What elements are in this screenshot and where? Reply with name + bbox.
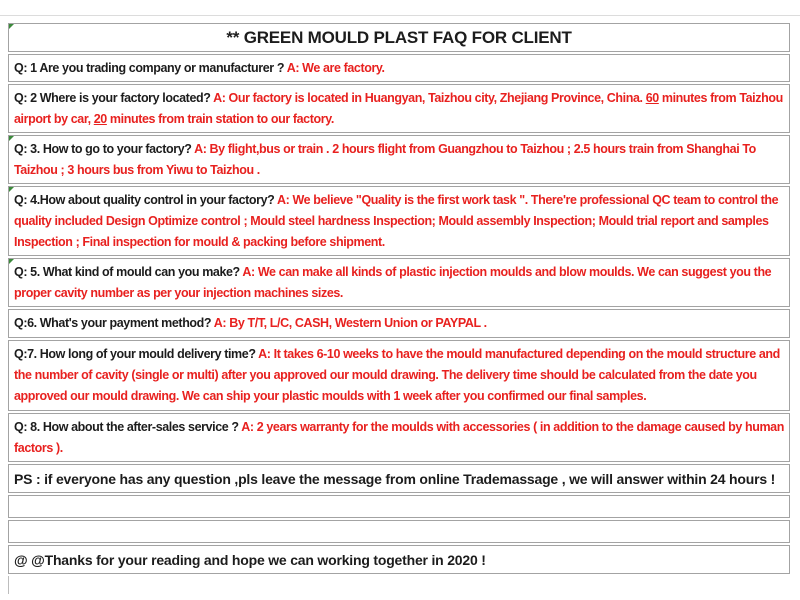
question-text: Q:6. What's your payment method? [14, 316, 214, 330]
row-ps [8, 464, 790, 493]
answer-text: minutes from Taizhou airport by car, [14, 91, 783, 126]
partial-cell-border [8, 576, 9, 594]
question-text: @ @Thanks for your reading and hope we can working together in 2020 ! [14, 552, 486, 568]
row-q1 [8, 54, 790, 82]
row-q7 [8, 340, 790, 411]
answer-text: A: We believe "Quality is the first work task ". There're professional QC team to control the quality included Design Optimize control ; Mould steel hardness Inspection; Mould assembly Inspection; Mould trial report and samples Inspection ; Final inspection for mould & packing before shipment. [14, 193, 779, 249]
answer-text: 60 [645, 91, 659, 105]
answer-text: A: We can make all kinds of plastic injection moulds and blow moulds. We can suggest you the proper cavity number as per your injection machines sizes. [14, 265, 772, 300]
answer-text: A: Our factory is located in Huangyan, Taizhou city, Zhejiang Province, China. [213, 91, 646, 105]
row-empty-1 [8, 495, 790, 518]
answer-text: A: 2 years warranty for the moulds with accessories ( in addition to the damage caused by human factors ). [14, 420, 784, 455]
cell-corner-marker-icon [9, 187, 14, 192]
row-thanks [8, 545, 790, 574]
question-text: Q:7. How long of your mould delivery time? [14, 347, 259, 361]
sheet-title-cell [8, 23, 790, 52]
question-text: Q: 2 Where is your factory located? [14, 91, 214, 105]
answer-text: A: By T/T, L/C, CASH, Western Union or PAYPAL . [213, 316, 487, 330]
answer-text: A: By flight,bus or train . 2 hours flight from Guangzhou to Taizhou ; 2.5 hours train from Shanghai To Taizhou ; 3 hours bus from Yiwu to Taizhou . [14, 142, 756, 177]
row-empty-2 [8, 520, 790, 543]
question-text: PS : if everyone has any question ,pls leave the message from online Trademassage , we will answer within 24 hours ! [14, 471, 776, 487]
row-q5 [8, 258, 790, 307]
top-hairline [0, 15, 800, 16]
question-text: Q: 1 Are you trading company or manufacturer ? [14, 61, 287, 75]
question-text: Q: 4.How about quality control in your factory? [14, 193, 277, 207]
question-text: Q: 5. What kind of mould can you make? [14, 265, 243, 279]
row-q6 [8, 309, 790, 338]
row-q4 [8, 186, 790, 256]
row-q2 [8, 84, 790, 133]
faq-rows [8, 54, 790, 574]
answer-text: minutes from train station to our factory. [106, 112, 334, 126]
question-text: Q: 8. How about the after-sales service ? [14, 420, 242, 434]
row-q8 [8, 413, 790, 462]
row-q3 [8, 135, 790, 184]
page-title: ** GREEN MOULD PLAST FAQ FOR CLIENT [226, 28, 572, 47]
cell-corner-marker-icon [9, 259, 14, 264]
faq-sheet [8, 23, 790, 594]
answer-text: A: We are factory. [286, 61, 385, 75]
question-text: Q: 3. How to go to your factory? [14, 142, 195, 156]
cell-corner-marker-icon [9, 136, 14, 141]
cell-corner-marker-icon [9, 24, 14, 29]
answer-text: A: It takes 6-10 weeks to have the mould manufactured depending on the mould structure and the number of cavity (single or multi) after you approved our mould drawing. The delivery time should be calculated from the date you approved our mould drawing. We can ship your plastic moulds with 1 week after you confirmed our final samples. [14, 347, 780, 403]
answer-text: 20 [93, 112, 107, 126]
